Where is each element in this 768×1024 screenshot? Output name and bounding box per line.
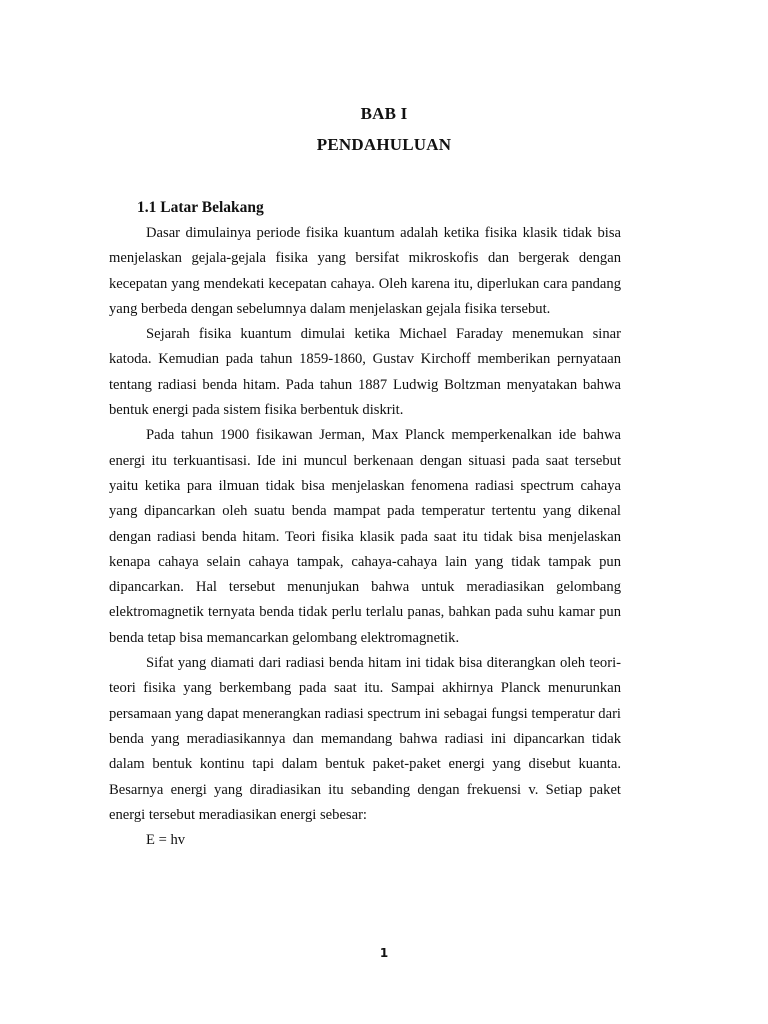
- paragraph-3: Pada tahun 1900 fisikawan Jerman, Max Planck memperkenalkan ide bahwa energi itu terkuantisasi. Ide ini muncul berkenaan dengan situasi pada saat tersebut yaitu ketika para ilmuan tidak bisa menjelaskan fenomena radiasi spectrum cahaya yang dipancarkan oleh suatu benda mampat pada temperatur tertentu yang dikenal dengan radiasi benda hitam. Teori fisika klasik pada saat itu tidak bisa menjelaskan kenapa cahaya selain cahaya tampak, cahaya-cahaya lain yang tidak tampak pun dipancarkan. Hal tersebut menunjukan bahwa untuk meradiasikan gelombang elektromagnetik ternyata benda tidak perlu terlalu panas, bahkan pada suhu kamar pun benda tetap bisa memancarkan gelombang elektromagnetik.: [109, 427, 621, 646]
- paragraph-4: Sifat yang diamati dari radiasi benda hitam ini tidak bisa diterangkan oleh teori-teori fisika yang berkembang pada saat itu. Sampai akhirnya Planck menurunkan persamaan yang dapat menerangkan radiasi spectrum ini sebagai fungsi temperatur dari benda yang meradiasikannya dan memandang bahwa radiasi ini dipancarkan tidak dalam bentuk kontinu tapi dalam bentuk paket-paket energi yang disebut kuanta. Besarnya energi yang diradiasikan itu sebanding dengan frekuensi v. Setiap paket energi tersebut meradiasikan energi sebesar:: [109, 655, 621, 823]
- section-body: [109, 221, 621, 853]
- section-heading: 1.1 Latar Belakang: [137, 199, 264, 216]
- formula: E = hv: [146, 832, 186, 849]
- chapter-number: BAB I: [360, 104, 408, 123]
- paragraph-2: Sejarah fisika kuantum dimulai ketika Michael Faraday menemukan sinar katoda. Kemudian pada tahun 1859-1860, Gustav Kirchoff memberikan pernyataan tentang radiasi benda hitam. Pada tahun 1887 Ludwig Boltzman menyatakan bahwa bentuk energi pada sistem fisika berbentuk diskrit.: [109, 326, 621, 419]
- paragraph-1: Dasar dimulainya periode fisika kuantum adalah ketika fisika klasik tidak bisa menjelaskan gejala-gejala fisika yang bersifat mikroskofis dan bergerak dengan kecepatan yang mendekati kecepatan cahaya. Oleh karena itu, diperlukan cara pandang yang berbeda dengan sebelumnya dalam menjelaskan gejala fisika tersebut.: [109, 225, 621, 317]
- page-number: 1: [379, 946, 389, 960]
- chapter-title: PENDAHULUAN: [316, 135, 452, 154]
